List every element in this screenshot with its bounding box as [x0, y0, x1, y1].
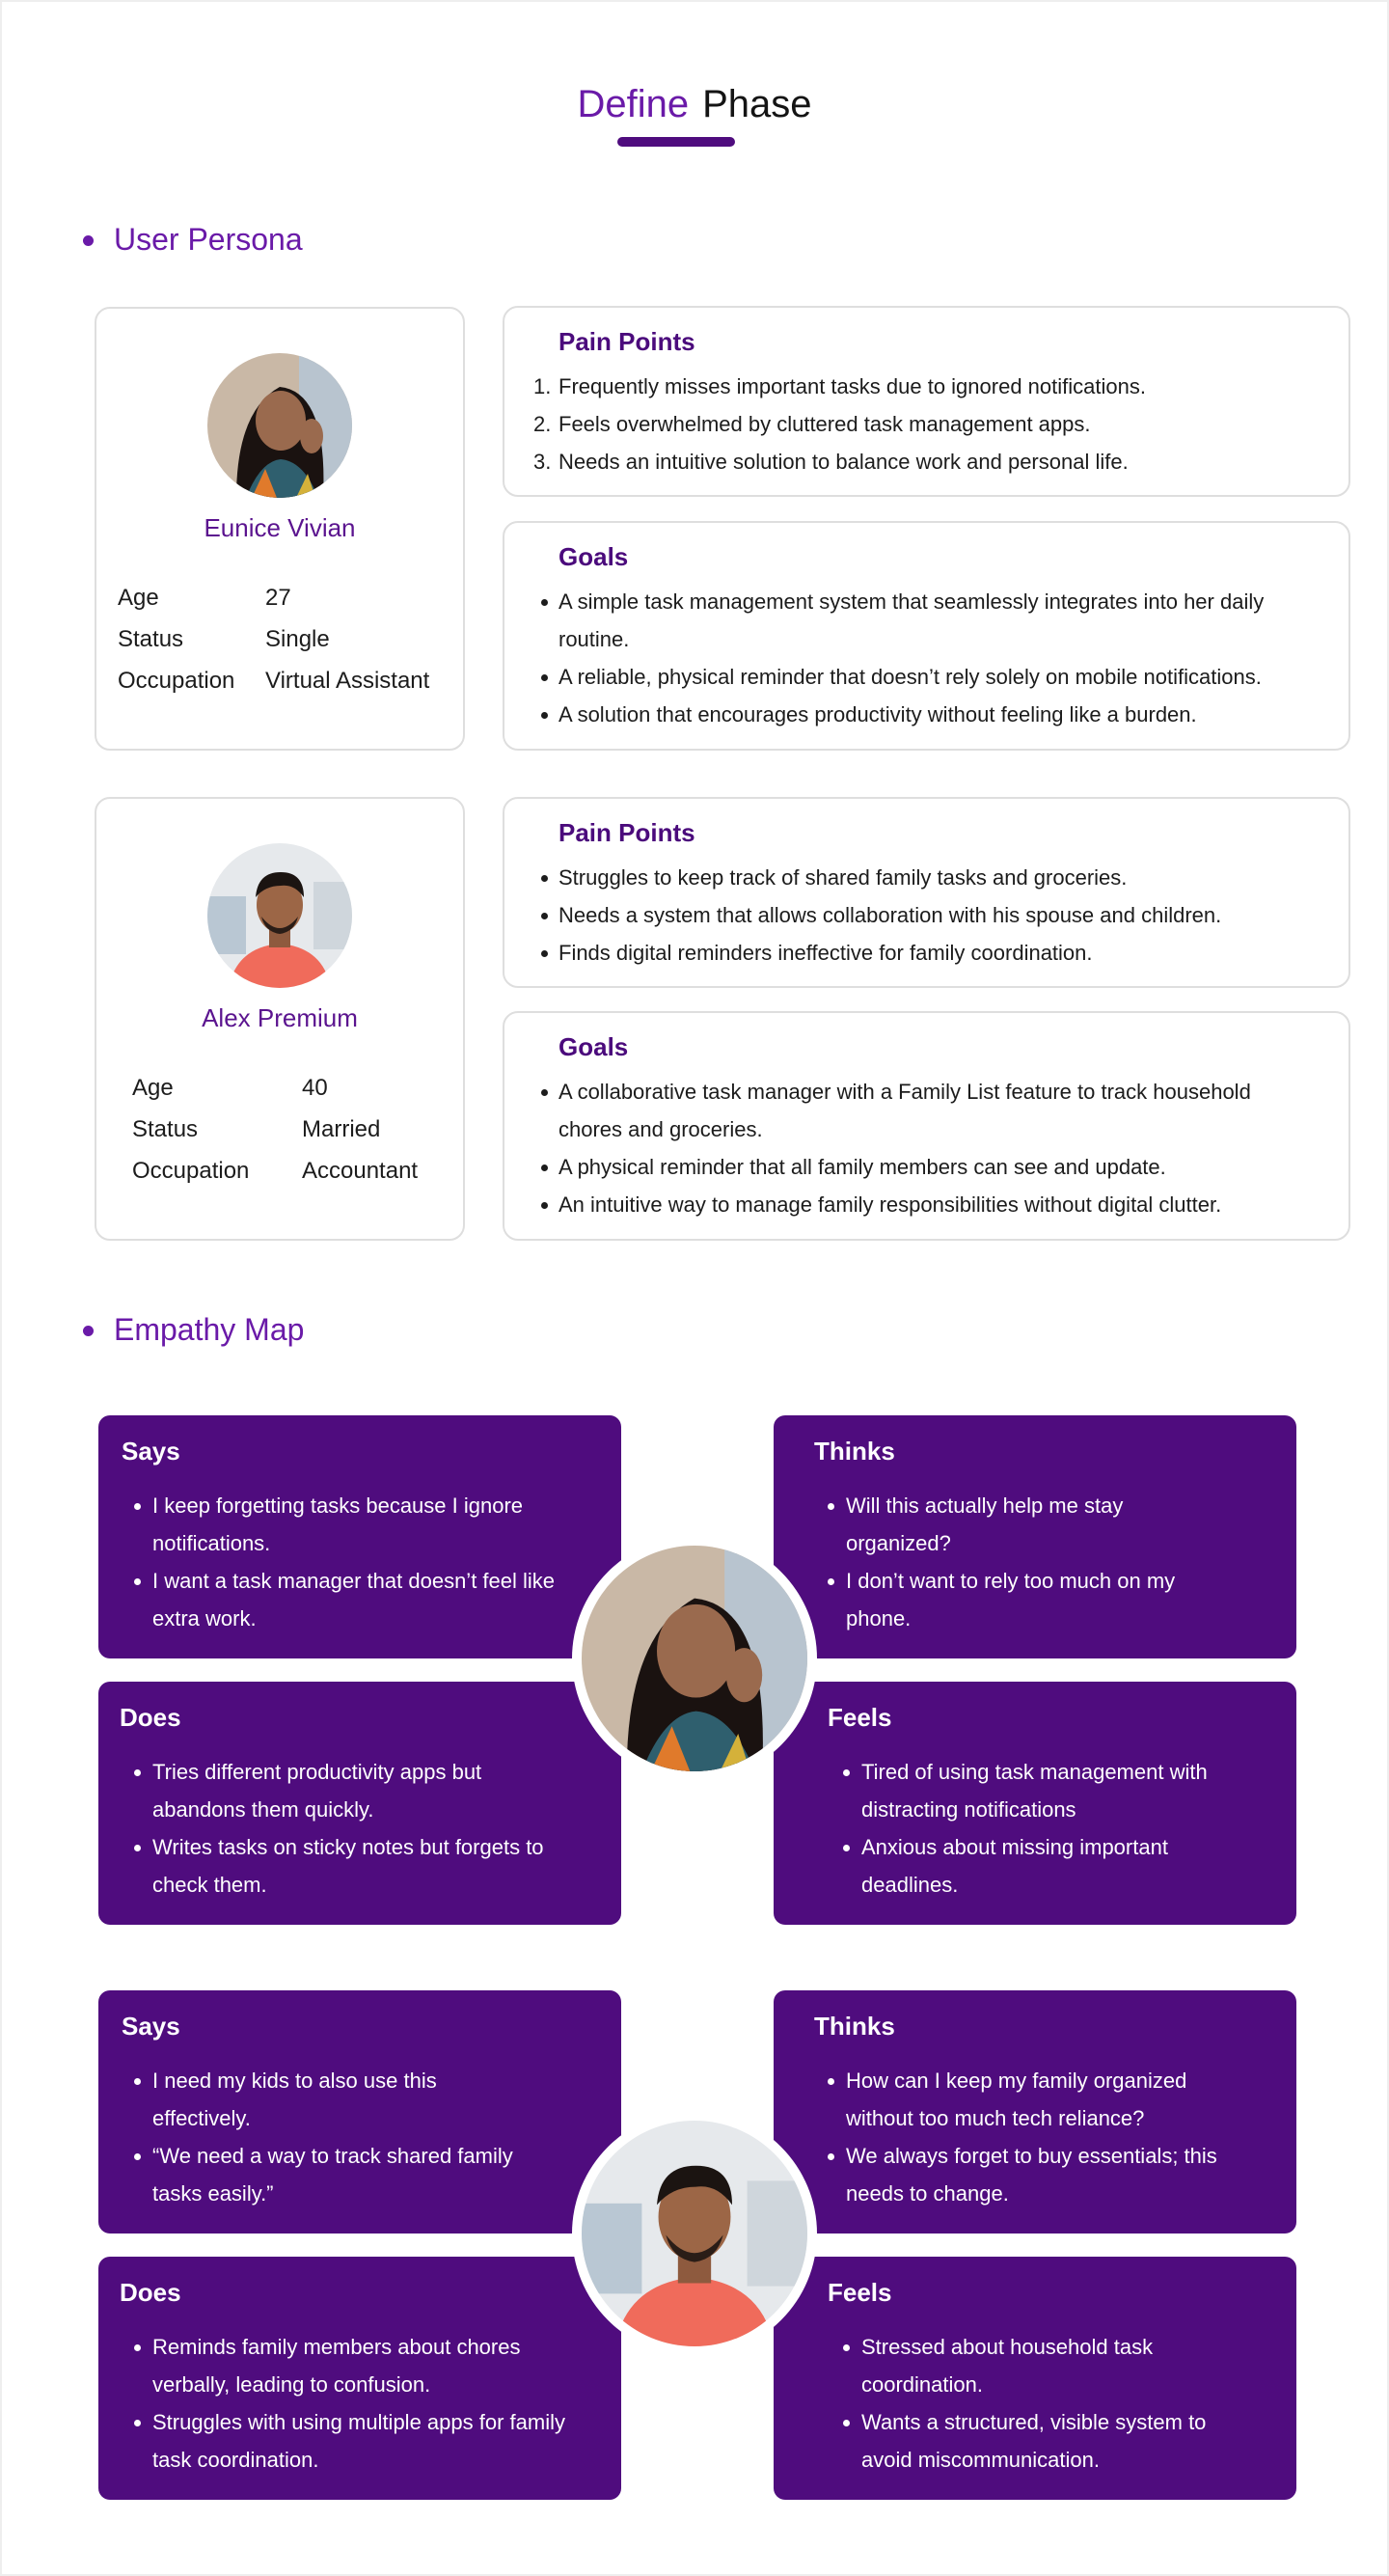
- pain-points-card-eunice: [503, 306, 1350, 497]
- list-item-continuation: chores and groceries.: [558, 1117, 763, 1141]
- list-item: A collaborative task manager with a Family List feature to track household: [558, 1073, 1320, 1110]
- bullet-dot: [83, 1326, 94, 1336]
- detail-row-occupation: Occupation Accountant: [132, 1158, 419, 1184]
- pain-points-title: Pain Points: [558, 327, 695, 356]
- empathy-does-title: Does: [120, 2278, 181, 2307]
- list-item: Finds digital reminders ineffective for family coordination.: [558, 934, 1320, 972]
- goals-title: Goals: [558, 542, 629, 571]
- list-item: Anxious about missing important: [861, 1828, 1208, 1866]
- list-item: Struggles with using multiple apps for family: [152, 2403, 565, 2441]
- list-item: 3. Needs an intuitive solution to balance work and personal life.: [533, 450, 1129, 474]
- list-item: “We need a way to track shared family: [152, 2137, 513, 2175]
- section-heading-user-persona: [83, 220, 303, 259]
- title-phase: Phase: [702, 83, 812, 125]
- title-underline: [617, 137, 735, 147]
- bullet-dot: [83, 235, 94, 246]
- list-item-continuation: task coordination.: [152, 2448, 319, 2472]
- pain-points-title: Pain Points: [558, 818, 695, 847]
- list-item-continuation: notifications.: [152, 1531, 271, 1555]
- goals-list: [558, 1073, 1320, 1223]
- empathy-does-title: Does: [120, 1703, 181, 1732]
- list-item: A solution that encourages productivity without feeling like a burden.: [558, 696, 1320, 733]
- pain-points-list: [533, 368, 1320, 480]
- pain-points-list: [558, 859, 1320, 972]
- list-item: How can I keep my family organized: [846, 2062, 1217, 2099]
- empathy-says-list: [152, 1487, 555, 1637]
- empathy-thinks-eunice: [774, 1415, 1296, 1658]
- empathy-does-alex: [98, 2257, 621, 2500]
- detail-row-age: Age 27: [118, 585, 291, 611]
- list-item-continuation: tasks easily.”: [152, 2181, 274, 2206]
- list-item: Needs a system that allows collaboration with his spouse and children.: [558, 896, 1320, 934]
- list-item-continuation: effectively.: [152, 2106, 251, 2130]
- empathy-thinks-list: [846, 1487, 1175, 1637]
- list-item: 1. Frequently misses important tasks due to ignored notifications.: [533, 374, 1146, 398]
- persona-card-eunice: [95, 307, 465, 751]
- list-item-continuation: coordination.: [861, 2372, 983, 2397]
- empathy-thinks-title: Thinks: [814, 2012, 895, 2041]
- title-define: Define: [577, 83, 690, 125]
- empathy-feels-title: Feels: [828, 1703, 892, 1732]
- woman-avatar-icon: [572, 1536, 817, 1781]
- list-item: A reliable, physical reminder that doesn’t rely solely on mobile notifications.: [558, 658, 1320, 696]
- list-item-continuation: abandons them quickly.: [152, 1797, 374, 1822]
- list-item: I need my kids to also use this: [152, 2062, 513, 2099]
- list-item: I keep forgetting tasks because I ignore: [152, 1487, 555, 1524]
- section-heading-label: Empathy Map: [114, 1312, 305, 1347]
- empathy-thinks-alex: [774, 1990, 1296, 2233]
- persona-details: [118, 577, 429, 701]
- empathy-says-title: Says: [122, 1437, 180, 1466]
- empathy-does-eunice: [98, 1682, 621, 1925]
- empathy-says-eunice: [98, 1415, 621, 1658]
- goals-card-eunice: [503, 521, 1350, 751]
- list-item: Tries different productivity apps but: [152, 1753, 544, 1791]
- persona-card-alex: [95, 797, 465, 1241]
- empathy-thinks-list: [846, 2062, 1217, 2212]
- list-item: 2. Feels overwhelmed by cluttered task management apps.: [533, 412, 1091, 436]
- list-item: Wants a structured, visible system to: [861, 2403, 1206, 2441]
- pain-points-card-alex: [503, 797, 1350, 988]
- goals-card-alex: [503, 1011, 1350, 1241]
- section-heading-empathy-map: [83, 1310, 304, 1349]
- man-avatar-icon: [207, 843, 352, 988]
- list-item: Tired of using task management with: [861, 1753, 1208, 1791]
- list-item: Stressed about household task: [861, 2328, 1206, 2366]
- list-item: I don’t want to rely too much on my: [846, 1562, 1175, 1600]
- empathy-says-title: Says: [122, 2012, 180, 2041]
- detail-row-status: Status Single: [118, 626, 330, 652]
- empathy-says-list: [152, 2062, 513, 2212]
- empathy-thinks-title: Thinks: [814, 1437, 895, 1466]
- persona-name: Alex Premium: [202, 1003, 358, 1032]
- list-item: A simple task management system that seamlessly integrates into her daily: [558, 583, 1320, 620]
- list-item: We always forget to buy essentials; this: [846, 2137, 1217, 2175]
- list-item-continuation: needs to change.: [846, 2181, 1009, 2206]
- list-item-continuation: avoid miscommunication.: [861, 2448, 1100, 2472]
- list-item-continuation: deadlines.: [861, 1873, 959, 1897]
- empathy-says-alex: [98, 1990, 621, 2233]
- list-item-continuation: verbally, leading to confusion.: [152, 2372, 431, 2397]
- section-heading-label: User Persona: [114, 222, 303, 257]
- goals-list: [558, 583, 1320, 733]
- persona-details: [132, 1067, 418, 1192]
- list-item-continuation: phone.: [846, 1606, 912, 1631]
- empathy-feels-list: [861, 2328, 1206, 2479]
- list-item: I want a task manager that doesn’t feel like: [152, 1562, 555, 1600]
- list-item: Struggles to keep track of shared family tasks and groceries.: [558, 859, 1320, 896]
- empathy-feels-alex: [774, 2257, 1296, 2500]
- list-item: An intuitive way to manage family responsibilities without digital clutter.: [558, 1186, 1320, 1223]
- detail-row-status: Status Married: [132, 1116, 381, 1142]
- empathy-does-list: [152, 1753, 544, 1904]
- list-item-continuation: check them.: [152, 1873, 267, 1897]
- page-title: [0, 77, 1389, 131]
- detail-row-occupation: Occupation Virtual Assistant: [118, 668, 430, 694]
- list-item: Reminds family members about chores: [152, 2328, 565, 2366]
- woman-avatar-icon: [207, 353, 352, 498]
- empathy-feels-list: [861, 1753, 1208, 1904]
- goals-title: Goals: [558, 1032, 629, 1061]
- list-item-continuation: distracting notifications: [861, 1797, 1076, 1822]
- empathy-feels-eunice: [774, 1682, 1296, 1925]
- persona-name: Eunice Vivian: [204, 513, 356, 542]
- list-item-continuation: extra work.: [152, 1606, 257, 1631]
- list-item-continuation: organized?: [846, 1531, 951, 1555]
- list-item: Writes tasks on sticky notes but forgets to: [152, 1828, 544, 1866]
- list-item-continuation: without too much tech reliance?: [846, 2106, 1145, 2130]
- empathy-does-list: [152, 2328, 565, 2479]
- man-avatar-icon: [572, 2111, 817, 2356]
- list-item-continuation: routine.: [558, 627, 630, 651]
- list-item: Will this actually help me stay: [846, 1487, 1175, 1524]
- empathy-feels-title: Feels: [828, 2278, 892, 2307]
- detail-row-age: Age 40: [132, 1075, 328, 1101]
- list-item: A physical reminder that all family members can see and update.: [558, 1148, 1320, 1186]
